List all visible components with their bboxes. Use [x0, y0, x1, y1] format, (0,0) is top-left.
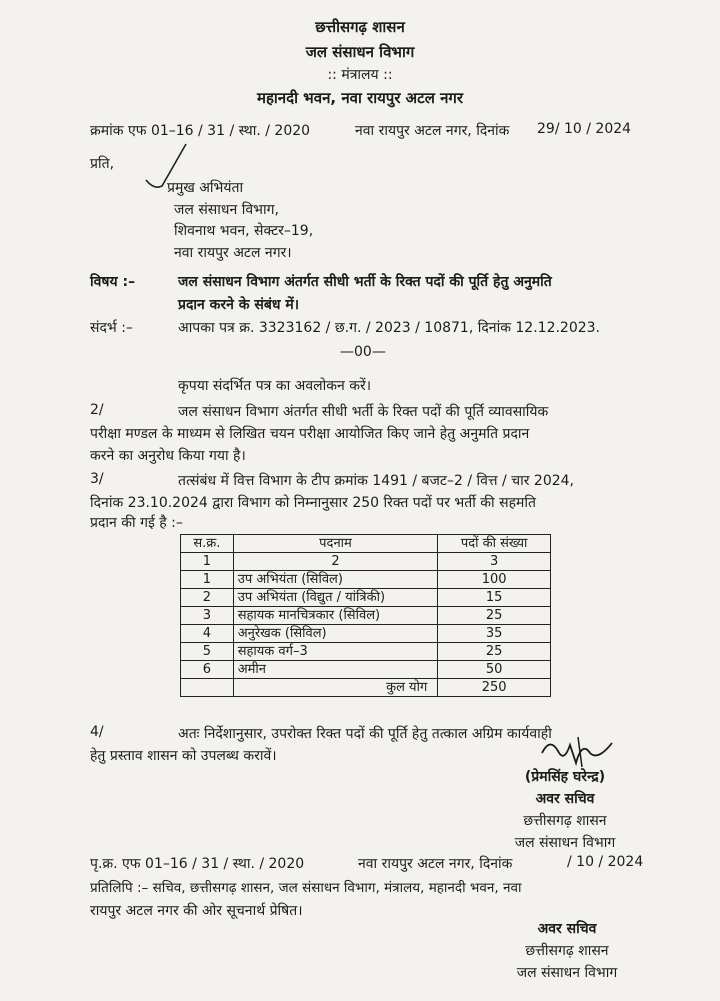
- para-3-line-2: दिनांक 23.10.2024 द्वारा विभाग को निम्नानुसार 250 रिक्त पदों पर भर्ती की सहमति: [90, 495, 536, 511]
- separator: —00—: [340, 344, 386, 360]
- signatory-1-designation: अवर सचिव: [535, 791, 595, 807]
- recipient-line-4: नवा रायपुर अटल नगर।: [174, 245, 292, 261]
- para-3-line-1: तत्संबंध में वित्त विभाग के टीप क्रमांक 1491 / बजट–2 / वित्त / चार 2024,: [178, 473, 574, 489]
- posts-table: [180, 534, 551, 697]
- header-government: छत्तीसगढ़ शासन: [315, 18, 405, 36]
- header-serial: स.क्र.: [181, 535, 234, 553]
- para-2-line-1: जल संसाधन विभाग अंतर्गत सीधी भर्ती के रिक्त पदों की पूर्ति व्यावसायिक: [178, 404, 549, 420]
- signatory-2-designation: अवर सचिव: [537, 921, 597, 937]
- subject-label: विषय :–: [90, 274, 136, 290]
- header-post-name: पदनाम: [233, 535, 438, 553]
- total-label: कुल योग: [233, 679, 438, 697]
- signatory-2-dept: जल संसाधन विभाग: [516, 965, 618, 981]
- total-value: 250: [438, 679, 551, 697]
- endorsement-number: पृ.क्र. एफ 01–16 / 31 / स्था. / 2020: [90, 856, 305, 872]
- endorsement-place-date-label: नवा रायपुर अटल नगर, दिनांक: [358, 856, 513, 872]
- table-row: [181, 571, 551, 589]
- letter-place-date-label: नवा रायपुर अटल नगर, दिनांक: [355, 123, 510, 139]
- table-cell: 35: [438, 625, 551, 643]
- para-1: कृपया संदर्भित पत्र का अवलोकन करें।: [178, 378, 372, 394]
- reference-text: आपका पत्र क्र. 3323162 / छ.ग. / 2023 / 10871, दिनांक 12.12.2023.: [178, 320, 601, 336]
- table-cell: 3: [438, 553, 551, 571]
- table-cell: 1: [181, 571, 234, 589]
- table-row: [181, 625, 551, 643]
- para-3-number: 3/: [90, 471, 104, 487]
- table-row: [181, 607, 551, 625]
- table-cell: 6: [181, 661, 234, 679]
- signatory-1-dept: जल संसाधन विभाग: [514, 835, 616, 851]
- table-index-row: [181, 553, 551, 571]
- table-row: [181, 643, 551, 661]
- table-cell: सहायक वर्ग–3: [233, 643, 438, 661]
- header-address: महानदी भवन, नवा रायपुर अटल नगर: [256, 89, 464, 107]
- letter-number: क्रमांक एफ 01–16 / 31 / स्था. / 2020: [90, 123, 311, 139]
- signatory-1: [490, 766, 640, 854]
- header-department: जल संसाधन विभाग: [305, 43, 415, 61]
- signatory-1-govt: छत्तीसगढ़ शासन: [523, 813, 607, 829]
- table-cell: 5: [181, 643, 234, 661]
- header-ministry: :: मंत्रालय ::: [327, 67, 393, 83]
- table-total-row: [181, 679, 551, 697]
- table-cell: 50: [438, 661, 551, 679]
- table-cell: सहायक मानचित्रकार (सिविल): [233, 607, 438, 625]
- para-2-line-2: परीक्षा मण्डल के माध्यम से लिखित चयन परीक्षा आयोजित किए जाने हेतु अनुमति प्रदान: [90, 426, 530, 442]
- recipient-line-3: शिवनाथ भवन, सेक्टर–19,: [174, 223, 314, 239]
- table-cell: उप अभियंता (सिविल): [233, 571, 438, 589]
- letter-date: 29/ 10 / 2024: [537, 121, 632, 137]
- table-cell: 25: [438, 607, 551, 625]
- signatory-1-name: (प्रेमसिंह घरेन्द्र): [524, 769, 606, 785]
- table-cell: उप अभियंता (विद्युत / यांत्रिकी): [233, 589, 438, 607]
- endorsement-date: / 10 / 2024: [567, 854, 644, 870]
- signatory-2-govt: छत्तीसगढ़ शासन: [525, 943, 609, 959]
- table-row: [181, 661, 551, 679]
- para-3-line-3: प्रदान की गई है :–: [90, 515, 183, 531]
- table-cell: 15: [438, 589, 551, 607]
- table-header-row: [181, 535, 551, 553]
- table-cell: 2: [233, 553, 438, 571]
- signatory-2: [492, 918, 642, 984]
- table-cell: 100: [438, 571, 551, 589]
- para-4-line-1: अतः निर्देशानुसार, उपरोक्त रिक्त पदों की पूर्ति हेतु तत्काल अग्रिम कार्यवाही: [178, 726, 552, 742]
- para-2-line-3: करने का अनुरोध किया गया है।: [90, 448, 246, 464]
- subject-line-1: जल संसाधन विभाग अंतर्गत सीधी भर्ती के रिक्त पदों की पूर्ति हेतु अनुमति: [178, 274, 552, 290]
- para-4-line-2: हेतु प्रस्ताव शासन को उपलब्ध करावें।: [90, 748, 277, 764]
- table-cell: [181, 679, 234, 697]
- header-post-count: पदों की संख्या: [438, 535, 551, 553]
- subject-line-2: प्रदान करने के संबंध में।: [178, 297, 300, 313]
- recipient-prefix: प्रति,: [90, 156, 115, 172]
- table-cell: अनुरेखक (सिविल): [233, 625, 438, 643]
- table-cell: 3: [181, 607, 234, 625]
- table-row: [181, 589, 551, 607]
- copy-line-2: रायपुर अटल नगर की ओर सूचनार्थ प्रेषित।: [90, 903, 303, 919]
- table-cell: 4: [181, 625, 234, 643]
- recipient-line-2: जल संसाधन विभाग,: [174, 202, 279, 218]
- reference-label: संदर्भ :–: [90, 320, 133, 336]
- para-2-number: 2/: [90, 402, 104, 418]
- recipient-line-1: प्रमुख अभियंता: [167, 180, 244, 196]
- table-cell: अमीन: [233, 661, 438, 679]
- table-cell: 1: [181, 553, 234, 571]
- table-cell: 2: [181, 589, 234, 607]
- table-cell: 25: [438, 643, 551, 661]
- para-4-number: 4/: [90, 724, 104, 740]
- copy-line-1: प्रतिलिपि :– सचिव, छत्तीसगढ़ शासन, जल संसाधन विभाग, मंत्रालय, महानदी भवन, नवा: [90, 880, 522, 896]
